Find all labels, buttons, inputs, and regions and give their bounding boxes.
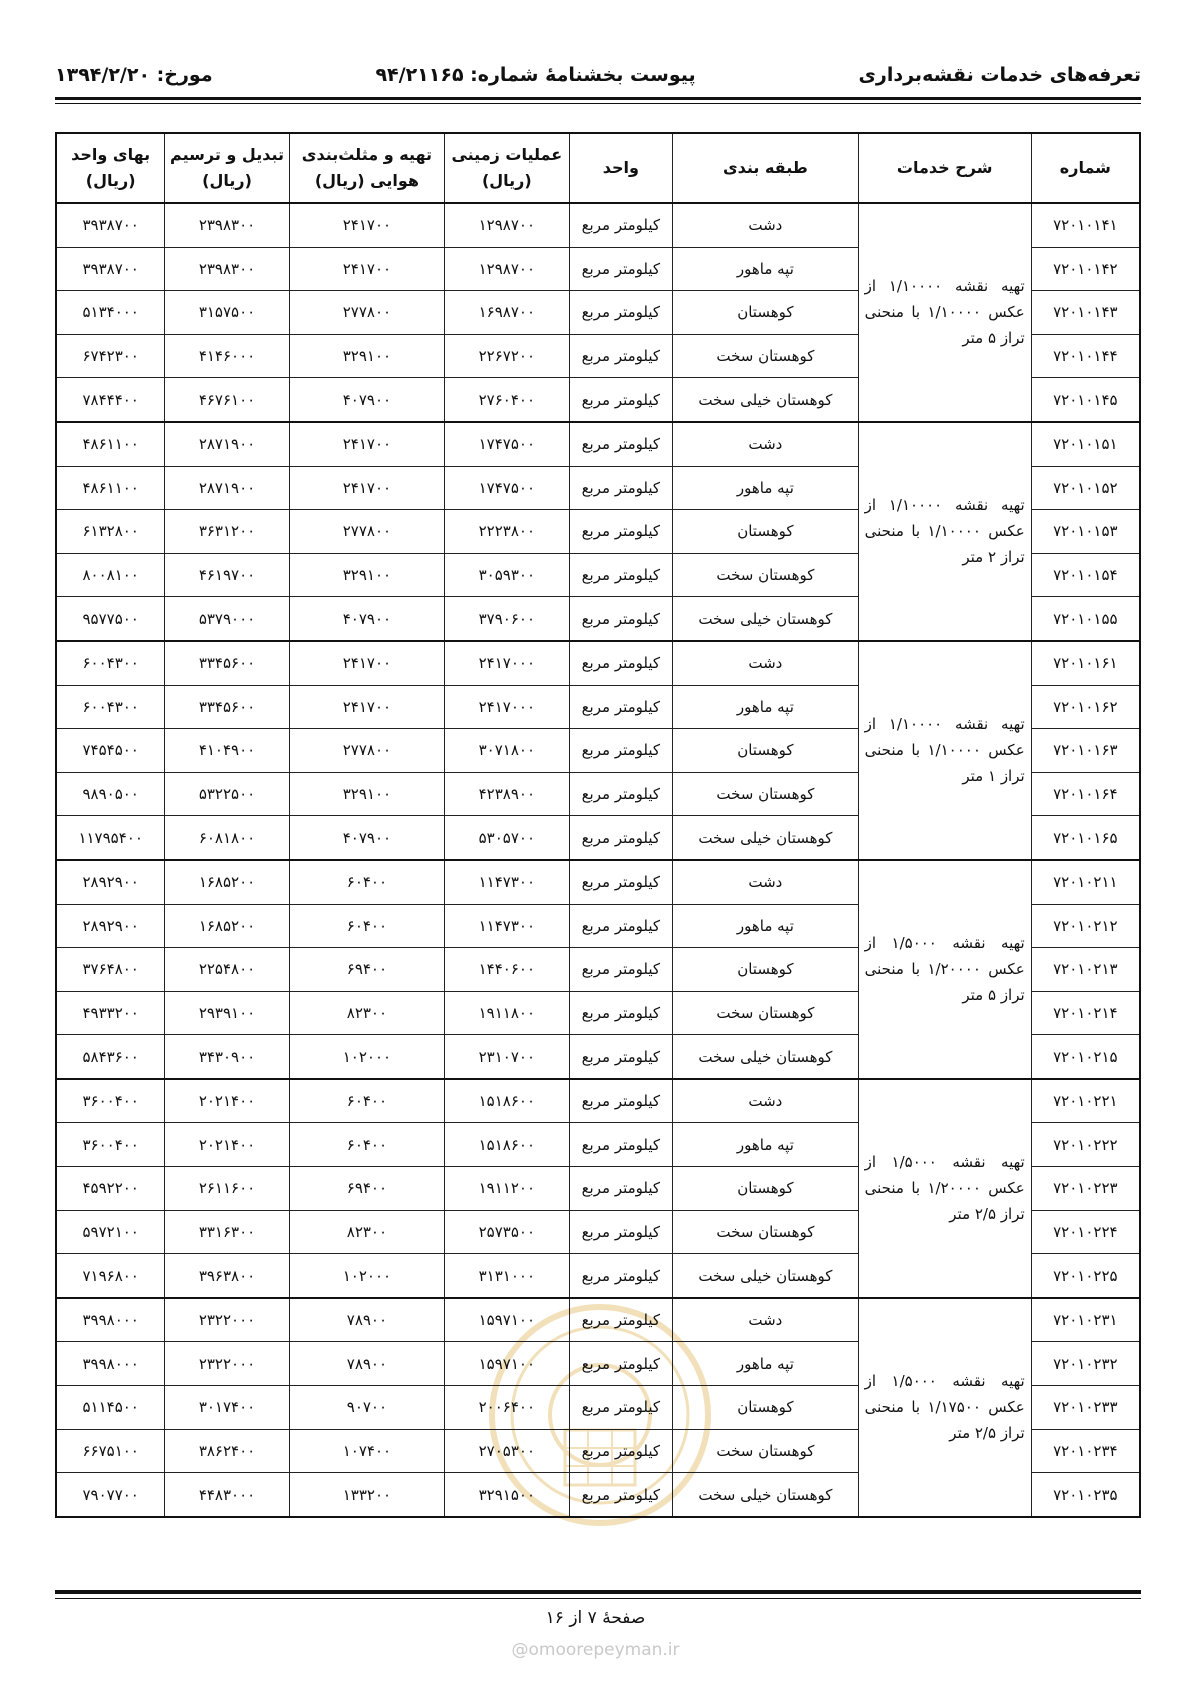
cell-aerial: ۲۴۱۷۰۰ [289, 685, 444, 729]
cell-unit: کیلومتر مربع [569, 729, 673, 773]
cell-drafting: ۳۹۶۳۸۰۰ [165, 1254, 289, 1298]
cell-description: تهیه نقشه ۱/۱۰۰۰۰ از عکس ۱/۱۰۰۰۰ با منحنی تراز ۲ متر [858, 422, 1031, 641]
cell-aerial: ۶۰۴۰۰ [289, 1079, 444, 1123]
cell-drafting: ۲۸۷۱۹۰۰ [165, 466, 289, 510]
tariff-table [55, 132, 1141, 1518]
cell-ground: ۲۷۶۰۴۰۰ [445, 378, 569, 422]
cell-ground: ۱۲۹۸۷۰۰ [445, 247, 569, 291]
cell-drafting: ۲۰۲۱۴۰۰ [165, 1079, 289, 1123]
cell-number: ۷۲۰۱۰۲۳۱ [1031, 1298, 1140, 1342]
cell-number: ۷۲۰۱۰۲۱۲ [1031, 904, 1140, 948]
cell-aerial: ۸۲۳۰۰ [289, 1210, 444, 1254]
cell-ground: ۱۴۴۰۶۰۰ [445, 948, 569, 992]
cell-aerial: ۴۰۷۹۰۰ [289, 378, 444, 422]
cell-number: ۷۲۰۱۰۲۳۵ [1031, 1473, 1140, 1517]
cell-ground: ۲۴۱۷۰۰۰ [445, 641, 569, 685]
cell-number: ۷۲۰۱۰۱۴۲ [1031, 247, 1140, 291]
document-title: تعرفه‌های خدمات نقشه‌برداری [858, 64, 1141, 86]
cell-unit-price: ۷۹۰۷۷۰۰ [56, 1473, 165, 1517]
cell-category: دشت [673, 1079, 859, 1123]
cell-category: کوهستان سخت [673, 772, 859, 816]
cell-category: کوهستان خیلی سخت [673, 597, 859, 641]
cell-unit: کیلومتر مربع [569, 1123, 673, 1167]
cell-number: ۷۲۰۱۰۲۳۴ [1031, 1429, 1140, 1473]
cell-unit-price: ۵۸۴۳۶۰۰ [56, 1035, 165, 1079]
cell-aerial: ۴۰۷۹۰۰ [289, 816, 444, 860]
cell-number: ۷۲۰۱۰۱۵۱ [1031, 422, 1140, 466]
cell-number: ۷۲۰۱۰۱۵۵ [1031, 597, 1140, 641]
cell-unit: کیلومتر مربع [569, 685, 673, 729]
cell-aerial: ۶۰۴۰۰ [289, 860, 444, 904]
cell-category: تپه ماهور [673, 247, 859, 291]
cell-unit-price: ۶۶۷۵۱۰۰ [56, 1429, 165, 1473]
cell-unit: کیلومتر مربع [569, 466, 673, 510]
cell-drafting: ۳۳۱۶۳۰۰ [165, 1210, 289, 1254]
cell-ground: ۵۳۰۵۷۰۰ [445, 816, 569, 860]
cell-aerial: ۶۰۴۰۰ [289, 904, 444, 948]
cell-number: ۷۲۰۱۰۱۶۵ [1031, 816, 1140, 860]
cell-drafting: ۳۴۳۰۹۰۰ [165, 1035, 289, 1079]
cell-unit: کیلومتر مربع [569, 291, 673, 335]
cell-number: ۷۲۰۱۰۱۵۴ [1031, 553, 1140, 597]
table-row [56, 641, 1140, 685]
cell-aerial: ۱۰۲۰۰۰ [289, 1254, 444, 1298]
cell-description: تهیه نقشه ۱/۱۰۰۰۰ از عکس ۱/۱۰۰۰۰ با منحنی تراز ۵ متر [858, 203, 1031, 422]
cell-description: تهیه نقشه ۱/۵۰۰۰ از عکس ۱/۲۰۰۰۰ با منحنی تراز ۲/۵ متر [858, 1079, 1031, 1298]
cell-unit-price: ۲۸۹۲۹۰۰ [56, 904, 165, 948]
cell-drafting: ۱۶۸۵۲۰۰ [165, 860, 289, 904]
cell-number: ۷۲۰۱۰۲۲۵ [1031, 1254, 1140, 1298]
cell-number: ۷۲۰۱۰۱۴۴ [1031, 334, 1140, 378]
header-aerial: تهیه و مثلث‌بندی هوایی (ریال) [289, 133, 444, 203]
cell-aerial: ۱۳۳۲۰۰ [289, 1473, 444, 1517]
cell-category: کوهستان [673, 729, 859, 773]
cell-unit-price: ۳۹۳۸۷۰۰ [56, 203, 165, 247]
circular-number: پیوست بخشنامهٔ شماره: ۹۴/۲۱۱۶۵ [375, 64, 696, 86]
cell-unit: کیلومتر مربع [569, 816, 673, 860]
tariff-body [56, 203, 1140, 1517]
cell-number: ۷۲۰۱۰۲۱۱ [1031, 860, 1140, 904]
cell-aerial: ۲۴۱۷۰۰ [289, 203, 444, 247]
cell-ground: ۱۹۱۱۲۰۰ [445, 1167, 569, 1211]
cell-description: تهیه نقشه ۱/۵۰۰۰ از عکس ۱/۱۷۵۰۰ با منحنی تراز ۲/۵ متر [858, 1298, 1031, 1517]
cell-unit-price: ۳۹۹۸۰۰۰ [56, 1342, 165, 1386]
cell-unit: کیلومتر مربع [569, 422, 673, 466]
footer-rule-thin [55, 1598, 1141, 1599]
cell-unit: کیلومتر مربع [569, 510, 673, 554]
cell-aerial: ۳۲۹۱۰۰ [289, 334, 444, 378]
cell-category: تپه ماهور [673, 466, 859, 510]
cell-ground: ۳۰۷۱۸۰۰ [445, 729, 569, 773]
cell-unit: کیلومتر مربع [569, 334, 673, 378]
cell-aerial: ۷۸۹۰۰ [289, 1342, 444, 1386]
cell-drafting: ۳۰۱۷۴۰۰ [165, 1386, 289, 1430]
cell-aerial: ۲۴۱۷۰۰ [289, 641, 444, 685]
cell-drafting: ۲۳۹۸۳۰۰ [165, 203, 289, 247]
cell-number: ۷۲۰۱۰۱۴۱ [1031, 203, 1140, 247]
cell-drafting: ۵۳۷۹۰۰۰ [165, 597, 289, 641]
cell-unit-price: ۷۴۵۴۵۰۰ [56, 729, 165, 773]
cell-unit-price: ۵۱۱۴۵۰۰ [56, 1386, 165, 1430]
header-unit: واحد [569, 133, 673, 203]
cell-drafting: ۳۸۶۲۴۰۰ [165, 1429, 289, 1473]
cell-number: ۷۲۰۱۰۲۱۴ [1031, 991, 1140, 1035]
cell-unit-price: ۷۱۹۶۸۰۰ [56, 1254, 165, 1298]
cell-number: ۷۲۰۱۰۱۶۳ [1031, 729, 1140, 773]
cell-category: کوهستان سخت [673, 1210, 859, 1254]
cell-unit: کیلومتر مربع [569, 904, 673, 948]
cell-drafting: ۶۰۸۱۸۰۰ [165, 816, 289, 860]
cell-unit: کیلومتر مربع [569, 553, 673, 597]
circular-date: مورخ: ۱۳۹۴/۲/۲۰ [55, 64, 213, 86]
cell-unit: کیلومتر مربع [569, 203, 673, 247]
watermark-handle: @omoorepeyman.ir [511, 1640, 680, 1660]
cell-ground: ۱۵۹۷۱۰۰ [445, 1342, 569, 1386]
cell-ground: ۱۷۴۷۵۰۰ [445, 466, 569, 510]
cell-category: کوهستان خیلی سخت [673, 1473, 859, 1517]
cell-category: کوهستان خیلی سخت [673, 816, 859, 860]
cell-number: ۷۲۰۱۰۱۵۲ [1031, 466, 1140, 510]
cell-unit-price: ۶۱۳۲۸۰۰ [56, 510, 165, 554]
header-number: شماره [1031, 133, 1140, 203]
cell-aerial: ۳۲۹۱۰۰ [289, 772, 444, 816]
page-header [55, 58, 1141, 92]
cell-category: دشت [673, 641, 859, 685]
cell-number: ۷۲۰۱۰۲۲۴ [1031, 1210, 1140, 1254]
cell-unit: کیلومتر مربع [569, 772, 673, 816]
cell-aerial: ۹۰۷۰۰ [289, 1386, 444, 1430]
cell-aerial: ۶۹۴۰۰ [289, 948, 444, 992]
cell-drafting: ۴۶۱۹۷۰۰ [165, 553, 289, 597]
table-row [56, 203, 1140, 247]
cell-category: کوهستان [673, 510, 859, 554]
header-unit-price: بهای واحد (ریال) [56, 133, 165, 203]
cell-unit-price: ۸۰۰۸۱۰۰ [56, 553, 165, 597]
cell-unit: کیلومتر مربع [569, 1254, 673, 1298]
cell-unit: کیلومتر مربع [569, 247, 673, 291]
cell-category: تپه ماهور [673, 904, 859, 948]
cell-number: ۷۲۰۱۰۲۱۵ [1031, 1035, 1140, 1079]
cell-ground: ۱۹۱۱۸۰۰ [445, 991, 569, 1035]
cell-ground: ۳۲۹۱۵۰۰ [445, 1473, 569, 1517]
cell-aerial: ۶۰۴۰۰ [289, 1123, 444, 1167]
cell-ground: ۱۵۱۸۶۰۰ [445, 1079, 569, 1123]
cell-unit: کیلومتر مربع [569, 641, 673, 685]
cell-unit-price: ۴۵۹۲۲۰۰ [56, 1167, 165, 1211]
cell-ground: ۳۰۵۹۳۰۰ [445, 553, 569, 597]
header-category: طبقه بندی [673, 133, 859, 203]
footer-rule-thick [55, 1590, 1141, 1594]
cell-aerial: ۲۷۷۸۰۰ [289, 510, 444, 554]
cell-unit-price: ۳۹۳۸۷۰۰ [56, 247, 165, 291]
cell-unit: کیلومتر مربع [569, 378, 673, 422]
cell-unit: کیلومتر مربع [569, 1298, 673, 1342]
cell-ground: ۱۶۹۸۷۰۰ [445, 291, 569, 335]
cell-unit-price: ۴۸۶۱۱۰۰ [56, 466, 165, 510]
cell-drafting: ۲۶۱۱۶۰۰ [165, 1167, 289, 1211]
cell-drafting: ۲۲۵۴۸۰۰ [165, 948, 289, 992]
cell-number: ۷۲۰۱۰۲۱۳ [1031, 948, 1140, 992]
cell-category: کوهستان سخت [673, 991, 859, 1035]
cell-unit-price: ۶۰۰۴۳۰۰ [56, 641, 165, 685]
cell-aerial: ۴۰۷۹۰۰ [289, 597, 444, 641]
cell-ground: ۲۲۲۳۸۰۰ [445, 510, 569, 554]
cell-unit-price: ۷۸۴۴۴۰۰ [56, 378, 165, 422]
cell-ground: ۲۴۱۷۰۰۰ [445, 685, 569, 729]
cell-ground: ۱۲۹۸۷۰۰ [445, 203, 569, 247]
cell-aerial: ۲۷۷۸۰۰ [289, 729, 444, 773]
cell-drafting: ۲۸۷۱۹۰۰ [165, 422, 289, 466]
cell-unit-price: ۲۸۹۲۹۰۰ [56, 860, 165, 904]
cell-drafting: ۴۴۸۳۰۰۰ [165, 1473, 289, 1517]
cell-aerial: ۳۲۹۱۰۰ [289, 553, 444, 597]
cell-unit: کیلومتر مربع [569, 991, 673, 1035]
cell-ground: ۱۱۴۷۳۰۰ [445, 904, 569, 948]
cell-description: تهیه نقشه ۱/۱۰۰۰۰ از عکس ۱/۱۰۰۰۰ با منحنی تراز ۱ متر [858, 641, 1031, 860]
cell-drafting: ۲۳۹۸۳۰۰ [165, 247, 289, 291]
cell-unit-price: ۶۰۰۴۳۰۰ [56, 685, 165, 729]
cell-category: کوهستان سخت [673, 553, 859, 597]
header-description: شرح خدمات [858, 133, 1031, 203]
cell-category: کوهستان [673, 948, 859, 992]
cell-aerial: ۲۴۱۷۰۰ [289, 466, 444, 510]
table-row [56, 860, 1140, 904]
cell-ground: ۱۵۹۷۱۰۰ [445, 1298, 569, 1342]
cell-drafting: ۳۳۴۵۶۰۰ [165, 641, 289, 685]
cell-unit-price: ۶۷۴۲۳۰۰ [56, 334, 165, 378]
cell-description: تهیه نقشه ۱/۵۰۰۰ از عکس ۱/۲۰۰۰۰ با منحنی تراز ۵ متر [858, 860, 1031, 1079]
cell-category: کوهستان [673, 291, 859, 335]
cell-unit: کیلومتر مربع [569, 1079, 673, 1123]
cell-ground: ۲۰۰۶۴۰۰ [445, 1386, 569, 1430]
cell-ground: ۲۳۱۰۷۰۰ [445, 1035, 569, 1079]
cell-drafting: ۲۳۲۲۰۰۰ [165, 1298, 289, 1342]
cell-ground: ۲۲۶۷۲۰۰ [445, 334, 569, 378]
cell-category: تپه ماهور [673, 685, 859, 729]
cell-unit: کیلومتر مربع [569, 1167, 673, 1211]
cell-category: کوهستان سخت [673, 1429, 859, 1473]
cell-unit: کیلومتر مربع [569, 597, 673, 641]
cell-unit: کیلومتر مربع [569, 1035, 673, 1079]
cell-drafting: ۲۹۳۹۱۰۰ [165, 991, 289, 1035]
cell-aerial: ۲۷۷۸۰۰ [289, 291, 444, 335]
cell-number: ۷۲۰۱۰۲۲۱ [1031, 1079, 1140, 1123]
cell-drafting: ۳۳۴۵۶۰۰ [165, 685, 289, 729]
cell-aerial: ۲۴۱۷۰۰ [289, 422, 444, 466]
page-number: صفحهٔ ۷ از ۱۶ [545, 1608, 646, 1628]
header-rule-thin [55, 103, 1141, 104]
cell-number: ۷۲۰۱۰۱۶۴ [1031, 772, 1140, 816]
cell-drafting: ۵۳۲۲۵۰۰ [165, 772, 289, 816]
cell-unit: کیلومتر مربع [569, 860, 673, 904]
cell-ground: ۳۷۹۰۶۰۰ [445, 597, 569, 641]
cell-category: دشت [673, 203, 859, 247]
cell-drafting: ۲۰۲۱۴۰۰ [165, 1123, 289, 1167]
cell-unit: کیلومتر مربع [569, 948, 673, 992]
cell-ground: ۱۵۱۸۶۰۰ [445, 1123, 569, 1167]
cell-unit-price: ۵۹۷۲۱۰۰ [56, 1210, 165, 1254]
cell-unit-price: ۳۷۶۴۸۰۰ [56, 948, 165, 992]
cell-drafting: ۳۱۵۷۵۰۰ [165, 291, 289, 335]
cell-unit-price: ۹۸۹۰۵۰۰ [56, 772, 165, 816]
header-drafting: تبدیل و ترسیم (ریال) [165, 133, 289, 203]
cell-drafting: ۴۱۴۶۰۰۰ [165, 334, 289, 378]
cell-ground: ۱۱۴۷۳۰۰ [445, 860, 569, 904]
cell-aerial: ۱۰۷۴۰۰ [289, 1429, 444, 1473]
cell-unit-price: ۴۹۳۳۲۰۰ [56, 991, 165, 1035]
cell-unit-price: ۹۵۷۷۵۰۰ [56, 597, 165, 641]
cell-drafting: ۲۳۲۲۰۰۰ [165, 1342, 289, 1386]
cell-number: ۷۲۰۱۰۱۶۱ [1031, 641, 1140, 685]
cell-aerial: ۱۰۲۰۰۰ [289, 1035, 444, 1079]
header-rule-thick [55, 97, 1141, 100]
cell-number: ۷۲۰۱۰۱۴۳ [1031, 291, 1140, 335]
cell-unit-price: ۵۱۳۴۰۰۰ [56, 291, 165, 335]
cell-ground: ۴۲۳۸۹۰۰ [445, 772, 569, 816]
cell-number: ۷۲۰۱۰۱۴۵ [1031, 378, 1140, 422]
cell-ground: ۲۷۰۵۳۰۰ [445, 1429, 569, 1473]
cell-unit-price: ۳۶۰۰۴۰۰ [56, 1079, 165, 1123]
cell-number: ۷۲۰۱۰۲۲۲ [1031, 1123, 1140, 1167]
cell-unit-price: ۴۸۶۱۱۰۰ [56, 422, 165, 466]
cell-unit: کیلومتر مربع [569, 1342, 673, 1386]
cell-drafting: ۴۶۷۶۱۰۰ [165, 378, 289, 422]
cell-ground: ۳۱۳۱۰۰۰ [445, 1254, 569, 1298]
cell-category: تپه ماهور [673, 1342, 859, 1386]
cell-category: دشت [673, 1298, 859, 1342]
cell-aerial: ۶۹۴۰۰ [289, 1167, 444, 1211]
cell-unit-price: ۳۶۰۰۴۰۰ [56, 1123, 165, 1167]
header-ground: عملیات زمینی (ریال) [445, 133, 569, 203]
cell-unit: کیلومتر مربع [569, 1386, 673, 1430]
cell-aerial: ۸۲۳۰۰ [289, 991, 444, 1035]
cell-drafting: ۴۱۰۴۹۰۰ [165, 729, 289, 773]
cell-number: ۷۲۰۱۰۲۳۲ [1031, 1342, 1140, 1386]
cell-category: کوهستان خیلی سخت [673, 1035, 859, 1079]
cell-category: کوهستان سخت [673, 334, 859, 378]
cell-unit: کیلومتر مربع [569, 1210, 673, 1254]
cell-number: ۷۲۰۱۰۱۶۲ [1031, 685, 1140, 729]
cell-ground: ۱۷۴۷۵۰۰ [445, 422, 569, 466]
cell-category: کوهستان [673, 1167, 859, 1211]
table-header-row [56, 133, 1140, 203]
cell-category: کوهستان خیلی سخت [673, 378, 859, 422]
cell-category: کوهستان [673, 1386, 859, 1430]
cell-number: ۷۲۰۱۰۲۲۳ [1031, 1167, 1140, 1211]
table-row [56, 1079, 1140, 1123]
table-row [56, 1298, 1140, 1342]
cell-drafting: ۳۶۳۱۲۰۰ [165, 510, 289, 554]
cell-aerial: ۲۴۱۷۰۰ [289, 247, 444, 291]
cell-drafting: ۱۶۸۵۲۰۰ [165, 904, 289, 948]
cell-category: کوهستان خیلی سخت [673, 1254, 859, 1298]
cell-category: دشت [673, 422, 859, 466]
cell-aerial: ۷۸۹۰۰ [289, 1298, 444, 1342]
cell-unit: کیلومتر مربع [569, 1429, 673, 1473]
cell-category: تپه ماهور [673, 1123, 859, 1167]
cell-ground: ۲۵۷۳۵۰۰ [445, 1210, 569, 1254]
cell-number: ۷۲۰۱۰۱۵۳ [1031, 510, 1140, 554]
cell-unit-price: ۱۱۷۹۵۴۰۰ [56, 816, 165, 860]
cell-category: دشت [673, 860, 859, 904]
cell-unit-price: ۳۹۹۸۰۰۰ [56, 1298, 165, 1342]
cell-unit: کیلومتر مربع [569, 1473, 673, 1517]
table-row [56, 422, 1140, 466]
cell-number: ۷۲۰۱۰۲۳۳ [1031, 1386, 1140, 1430]
